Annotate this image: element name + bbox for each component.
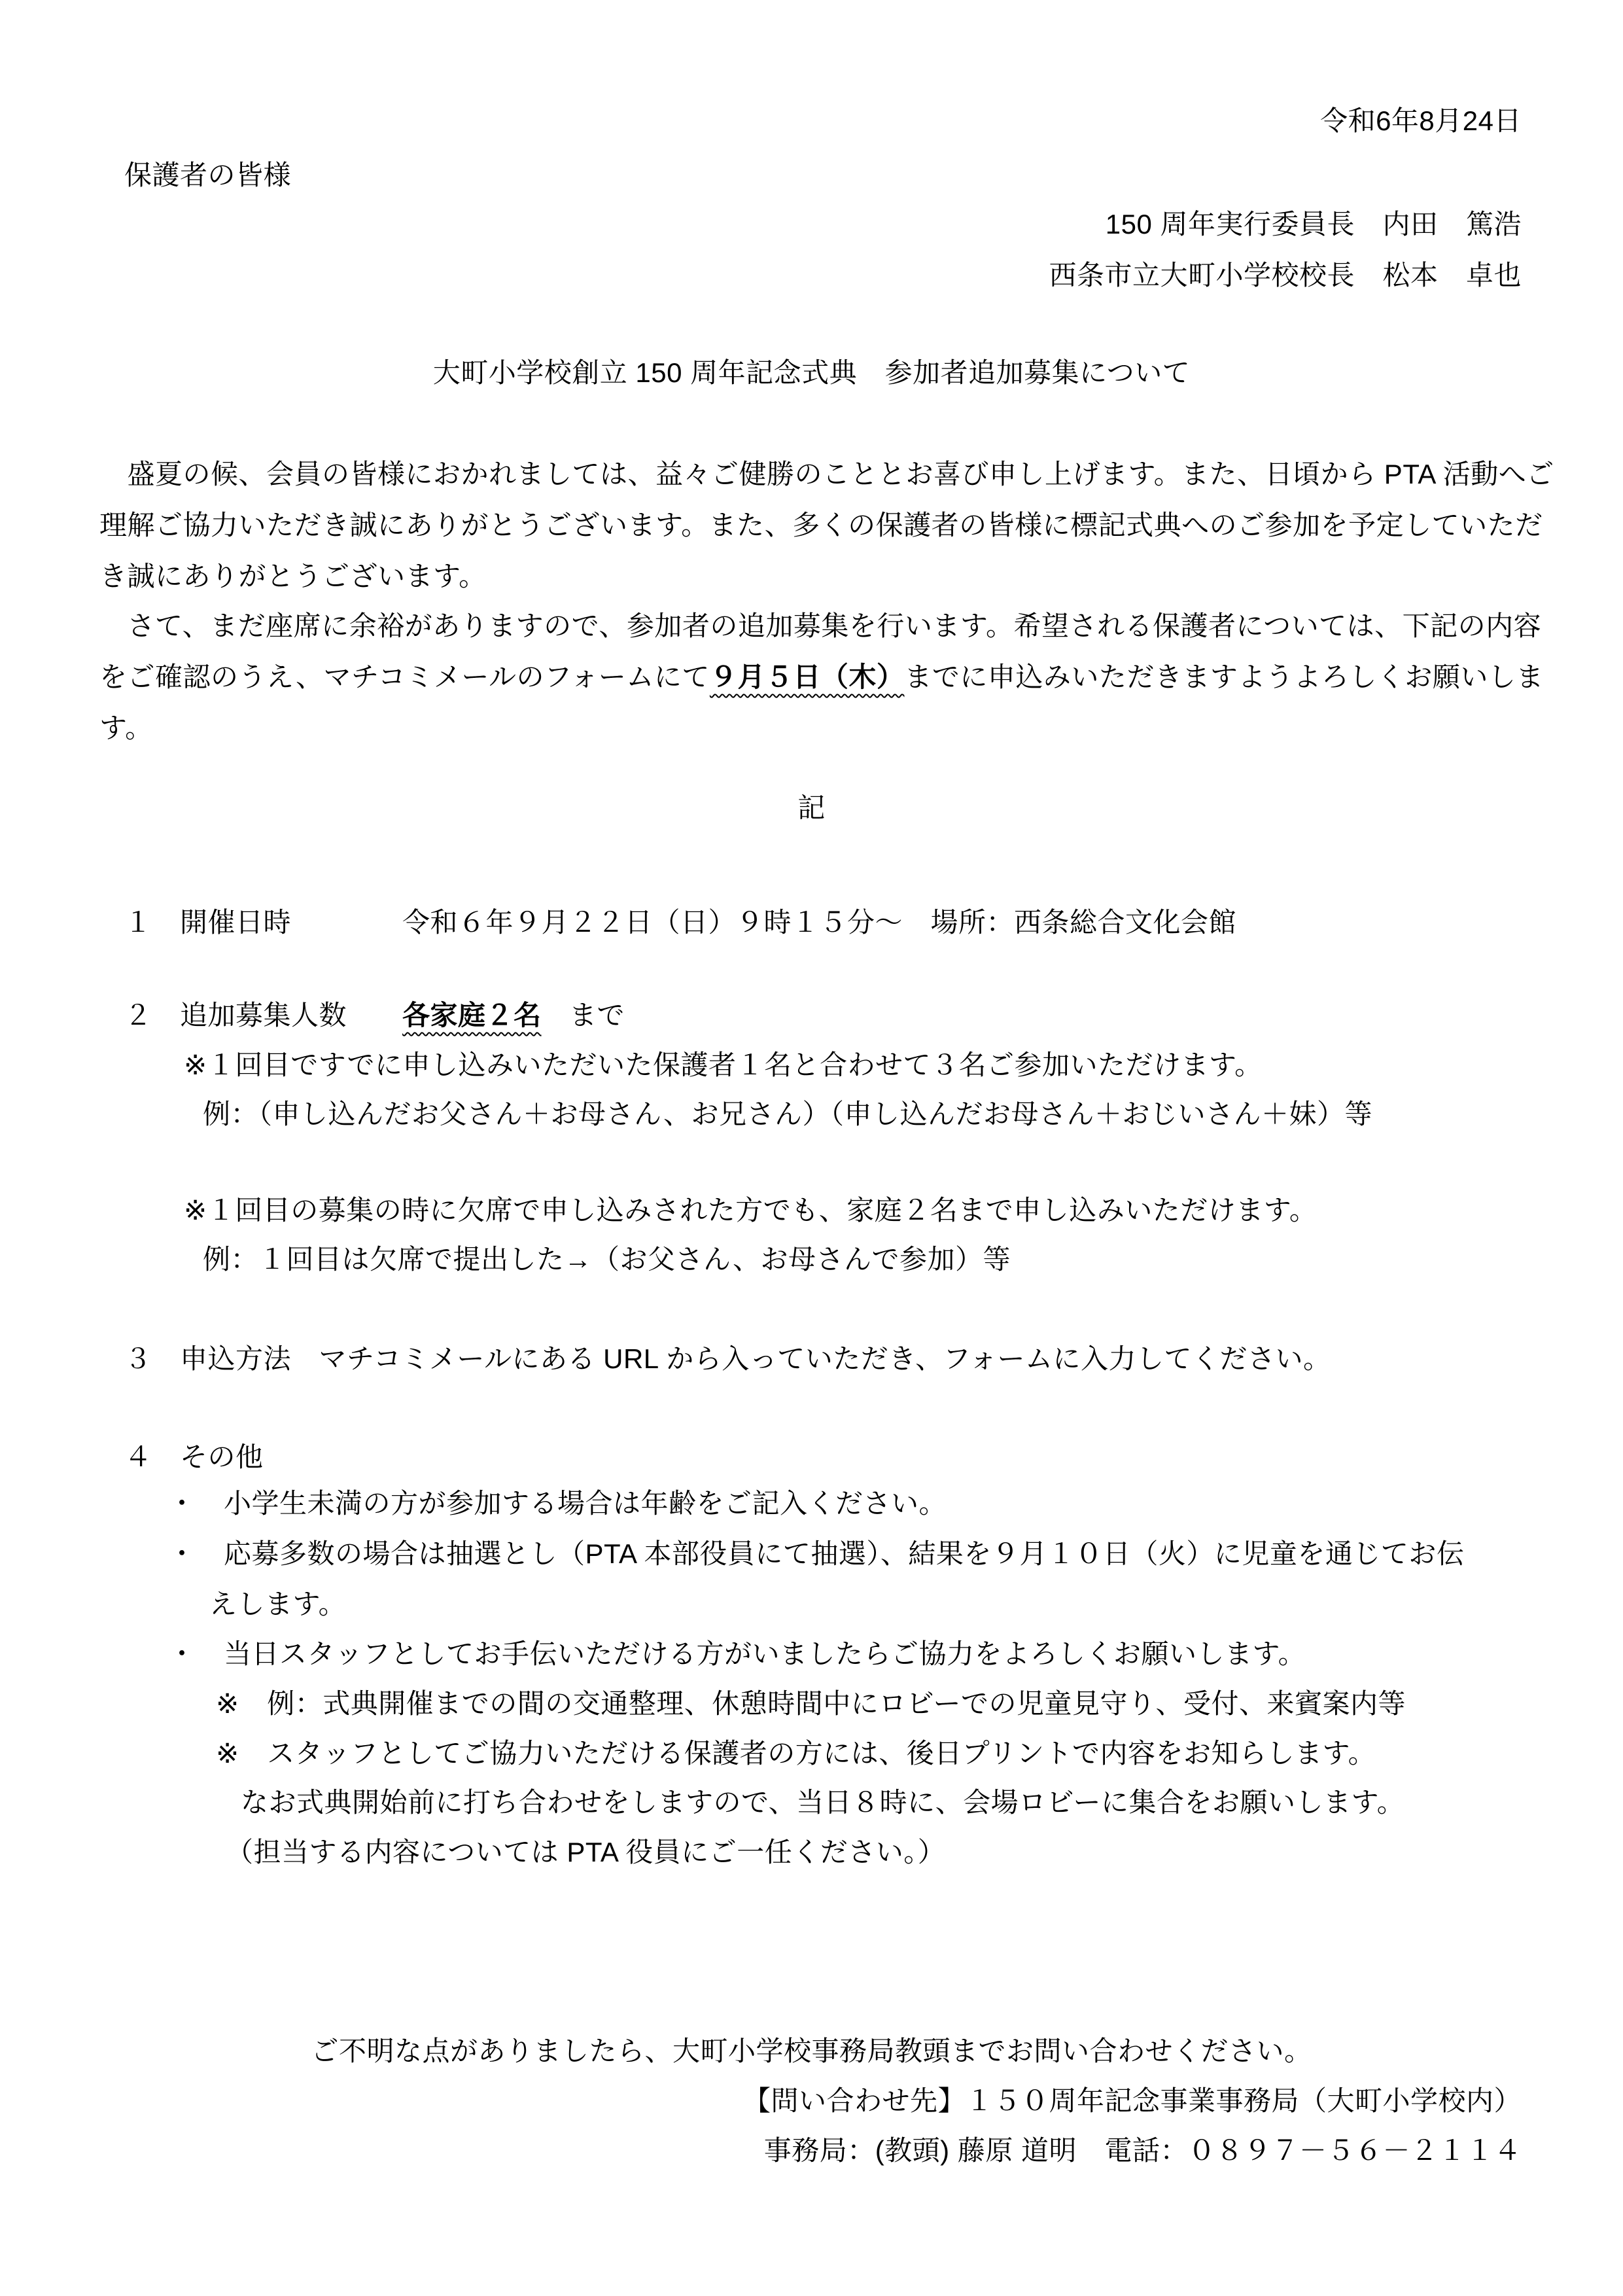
paragraph2-line2-pre: をご確認のうえ、マチコミメールのフォームにて — [99, 662, 710, 692]
item4-note3: なお式典開始前に打ち合わせをしますので、当日８時に、会場ロビーに集合をお願いします。 — [241, 1787, 1405, 1818]
recipient-line: 保護者の皆様 — [124, 160, 292, 190]
sender-principal: 西条市立大町小学校校長 松本 卓也 — [1049, 260, 1522, 291]
issue-date: 令和6年8月24日 — [1320, 105, 1522, 136]
item4-bullet3: ・ 当日スタッフとしてお手伝いただける方がいましたらご協力をよろしくお願いします。 — [168, 1638, 1306, 1669]
item2-example1: 例：（申し込んだお父さん＋お母さん、お兄さん）（申し込んだお母さん＋おじいさん＋妹）等 — [203, 1099, 1373, 1129]
item4-others-heading: ４ その他 — [124, 1441, 264, 1472]
paragraph2-line2 — [99, 661, 1544, 694]
item4-bullet2-line1: ・ 応募多数の場合は抽選とし（PTA 本部役員にて抽選）、結果を９月１０日（火）に児童を通じてお伝 — [168, 1538, 1465, 1569]
paragraph1-line3: き誠にありがとうございます。 — [99, 561, 487, 592]
item4-bullet1: ・ 小学生未満の方が参加する場合は年齢をご記入ください。 — [168, 1488, 947, 1519]
paragraph2-line1: さて、まだ座席に余裕がありますので、参加者の追加募集を行います。希望される保護者については、下記の内容 — [99, 610, 1542, 641]
item2-note1: ※１回目ですでに申し込みいただいた保護者１名と合わせて３名ご参加いただけます。 — [184, 1050, 1263, 1080]
item1-datetime-place: １ 開催日時 令和６年９月２２日（日）９時１５分～ 場所：西条総合文化会館 — [124, 907, 1237, 938]
item4-note1: ※ 例：式典開催までの間の交通整理、休憩時間中にロビーでの児童見守り、受付、来賓案内等 — [216, 1688, 1406, 1719]
footer-contact-office: 【問い合わせ先】１５０周年記念事業事務局（大町小学校内） — [742, 2085, 1522, 2116]
capacity-emphasis: 各家庭２名 — [402, 1000, 542, 1031]
sender-committee-chair: 150 周年実行委員長 内田 篤浩 — [1105, 209, 1522, 239]
item2-suffix: まで — [541, 1000, 625, 1031]
paragraph1-line2: 理解ご協力いただき誠にありがとうございます。また、多くの保護者の皆様に標記式典へのご参加を予定していただ — [99, 510, 1543, 540]
item2-prefix: ２ 追加募集人数 — [124, 1000, 403, 1031]
paragraph2-line3: す。 — [99, 713, 153, 743]
document-title: 大町小学校創立 150 周年記念式典 参加者追加募集について — [432, 357, 1191, 388]
paragraph1-line1: 盛夏の候、会員の皆様におかれましては、益々ご健勝のこととお喜び申し上げます。また、日頃から PTA 活動へご — [99, 459, 1554, 489]
item4-note4: （担当する内容については PTA 役員にご一任ください。） — [226, 1837, 946, 1867]
footer-inquiry-line: ご不明な点がありましたら、大町小学校事務局教頭までお問い合わせください。 — [311, 2036, 1312, 2066]
deadline-date-emphasis: ９月５日（木） — [709, 662, 905, 692]
item2-capacity — [124, 999, 625, 1032]
item2-example2: 例：１回目は欠席で提出した→（お父さん、お母さんで参加）等 — [203, 1244, 1011, 1275]
ki-marker: 記 — [797, 792, 826, 823]
paragraph2-line2-post: までに申込みいただきますようよろしくお願いしま — [904, 662, 1544, 692]
item3-application-method: ３ 申込方法 マチコミメールにある URL から入っていただき、フォームに入力してください。 — [124, 1343, 1331, 1374]
item4-bullet2-line2: えします。 — [209, 1589, 347, 1619]
item2-note2: ※１回目の募集の時に欠席で申し込みされた方でも、家庭２名まで申し込みいただけます。 — [184, 1195, 1318, 1226]
footer-contact-phone: 事務局：(教頭) 藤原 道明 電話：０８９７－５６－２１１４ — [763, 2135, 1522, 2166]
item4-note2: ※ スタッフとしてご協力いただける保護者の方には、後日プリントで内容をお知らします。 — [216, 1738, 1376, 1769]
